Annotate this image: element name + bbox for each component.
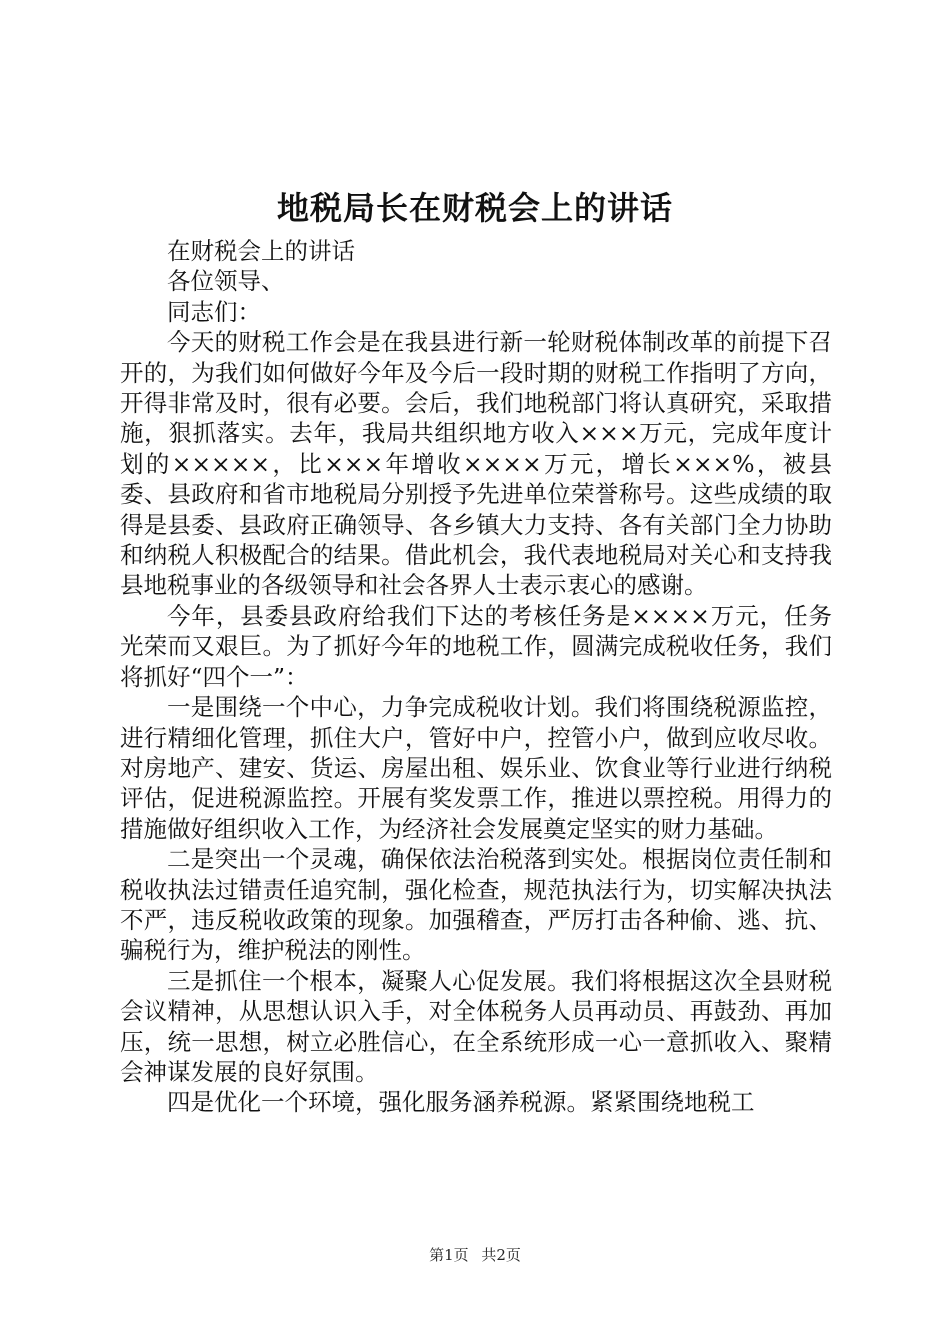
subtitle-paragraph: 在财税会上的讲话: [167, 237, 355, 265]
document-title: 地税局长在财税会上的讲话: [276, 189, 673, 227]
body-paragraph: 今天的财税工作会是在我县进行新一轮财税体制改革的前提下召开的，为我们如何做好今年及今后一段时期的财税工作指明了方向，开得非常及时，很有必要。会后，我们地税部门将认真研究，采取措施，狠抓落实。去年，我局共组织地方收入×××万元，完成年度计划的×××××，比×××年增收××××万元，增长×××%，被县委、县政府和省市地税局分别授予先进单位荣誉称号。这些成绩的取得是县委、县政府正确领导、各乡镇大力支持、各有关部门全力协助和纳税人积极配合的结果。借此机会，我代表地税局对关心和支持我县地税事业的各级领导和社会各界人士表示衷心的感谢。: [120, 328, 832, 600]
page-number: 第1页: [429, 1246, 469, 1264]
page-total: 共2页: [481, 1246, 521, 1264]
document-body: [120, 236, 832, 1118]
body-paragraph: 三是抓住一个根本，凝聚人心促发展。我们将根据这次全县财税会议精神，从思想认识入手，对全体税务人员再动员、再鼓劲、再加压，统一思想，树立必胜信心，在全系统形成一心一意抓收入、聚精会神谋发展的良好氛围。: [120, 966, 832, 1086]
body-paragraph: 一是围绕一个中心，力争完成税收计划。我们将围绕税源监控，进行精细化管理，抓住大户，管好中户，控管小户，做到应收尽收。对房地产、建安、货运、房屋出租、娱乐业、饮食业等行业进行纳税评估，促进税源监控。开展有奖发票工作，推进以票控税。用得力的措施做好组织收入工作，为经济社会发展奠定坚实的财力基础。: [120, 693, 832, 843]
body-paragraph: 二是突出一个灵魂，确保依法治税落到实处。根据岗位责任制和税收执法过错责任追究制，强化检查，规范执法行为，切实解决执法不严，违反税收政策的现象。加强稽查，严厉打击各种偷、逃、抗、骗税行为，维护税法的刚性。: [120, 845, 832, 965]
body-paragraph: 今年，县委县政府给我们下达的考核任务是××××万元，任务光荣而又艰巨。为了抓好今年的地税工作，圆满完成税收任务，我们将抓好“四个一”：: [120, 601, 832, 691]
salutation-comrades: 同志们：: [167, 297, 261, 326]
page-footer: [0, 1245, 950, 1265]
salutation-leaders: 各位领导、: [167, 267, 285, 296]
body-paragraph: 四是优化一个环境，强化服务涵养税源。紧紧围绕地税工: [167, 1088, 755, 1117]
